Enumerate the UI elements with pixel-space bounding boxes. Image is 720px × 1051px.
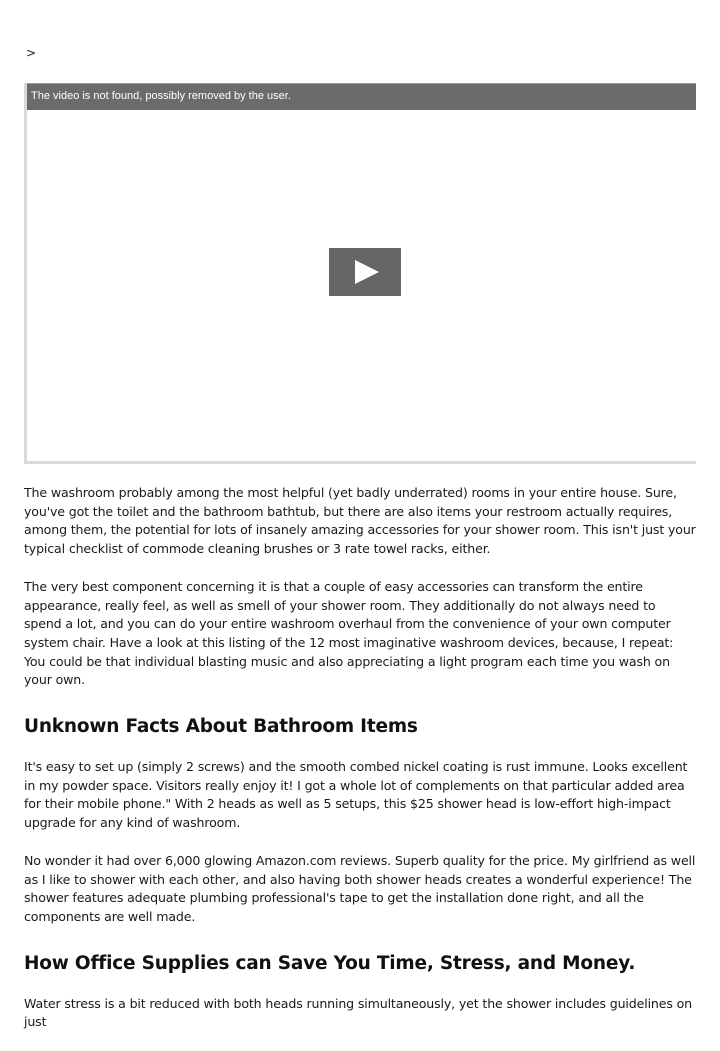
article-body: [24, 484, 696, 1051]
section-heading: How Office Supplies can Save You Time, Stress, and Money.: [24, 952, 636, 974]
article-paragraph: The washroom probably among the most helpful (yet badly underrated) rooms in your entire house. Sure, you've got the toilet and the bathroom bathtub, but there are also items your restroom actually requires, among them, the potential for lots of insanely amazing accessories for your shower room. This isn't just your typical checklist of commode cleaning brushes or 3 rate towel racks, either.: [24, 485, 696, 557]
article-paragraph: Water stress is a bit reduced with both heads running simultaneously, yet the shower includes guidelines on just: [24, 995, 692, 1030]
article-paragraph: No wonder it had over 6,000 glowing Amazon.com reviews. Superb quality for the price. My girlfriend as well as I like to shower with each other, and also having both shower heads creates a wonderful experience! The shower features adequate plumbing professional's tape to get the installation done right, and all the components are well made.: [24, 852, 696, 924]
article-paragraph: The very best component concerning it is that a couple of easy accessories can transform the entire appearance, really feel, as well as smell of your shower room. They additionally do not always need to spend a lot, and you can do your entire washroom overhaul from the convenience of your own computer system chair. Have a look at this listing of the 12 most imaginative washroom devices, because, I repeat: You could be that individual blasting music and also appreciating a light program each time you wash on your own.: [24, 578, 674, 688]
video-error-message: The video is not found, possibly removed by the user.: [27, 83, 696, 110]
section-heading: Unknown Facts About Bathroom Items: [24, 716, 418, 738]
play-button[interactable]: [329, 248, 401, 296]
play-icon: [355, 260, 379, 284]
article-paragraph: It's easy to set up (simply 2 screws) and the smooth combed nickel coating is rust immune. Looks excellent in my powder space. Visitors really enjoy it! I got a whole lot of complements on that particular added area for their mobile phone." With 2 heads as well as 5 setups, this $25 shower head is low-effort high-impact upgrade for any kind of washroom.: [24, 759, 688, 831]
video-player[interactable]: [24, 83, 696, 464]
breadcrumb: >: [26, 46, 37, 60]
